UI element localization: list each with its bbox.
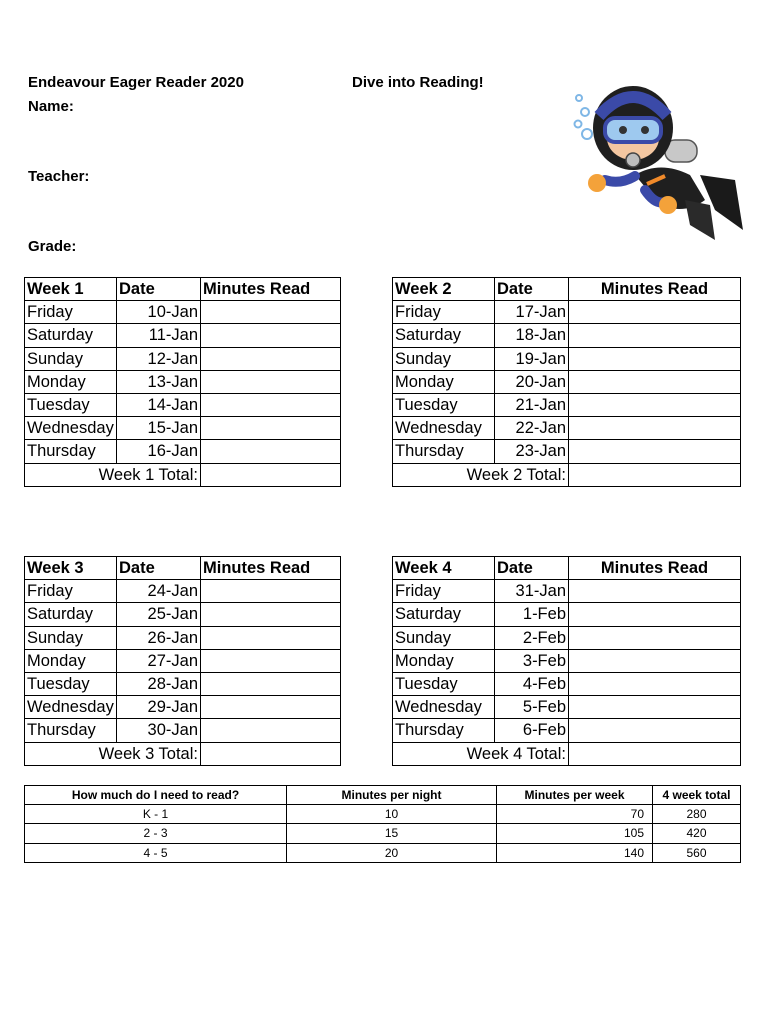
four-week-total: 560 — [653, 843, 741, 862]
minutes-read-cell[interactable] — [201, 626, 341, 649]
day-date: 29-Jan — [117, 696, 201, 719]
week-label: Week 1 — [25, 278, 117, 301]
day-row — [25, 301, 341, 324]
minutes-read-cell[interactable] — [201, 417, 341, 440]
minutes-read-cell[interactable] — [201, 393, 341, 416]
minutes-read-cell[interactable] — [201, 696, 341, 719]
minutes-read-cell[interactable] — [569, 440, 741, 463]
minutes-per-night: 10 — [287, 805, 497, 824]
minutes-read-cell[interactable] — [201, 440, 341, 463]
day-row — [393, 417, 741, 440]
day-name: Friday — [25, 301, 117, 324]
day-row — [25, 719, 341, 742]
day-date: 24-Jan — [117, 580, 201, 603]
day-name: Tuesday — [25, 672, 117, 695]
minutes-read-cell[interactable] — [201, 370, 341, 393]
minutes-read-cell[interactable] — [201, 324, 341, 347]
day-date: 25-Jan — [117, 603, 201, 626]
day-date: 21-Jan — [495, 393, 569, 416]
summary-header: 4 week total — [653, 786, 741, 805]
day-name: Thursday — [393, 719, 495, 742]
day-row — [393, 347, 741, 370]
summary-row — [25, 843, 741, 862]
day-row — [393, 626, 741, 649]
week-total-label: Week 1 Total: — [25, 463, 201, 486]
day-date: 12-Jan — [117, 347, 201, 370]
day-name: Tuesday — [25, 393, 117, 416]
week-header-row — [393, 278, 741, 301]
minutes-read-cell[interactable] — [201, 603, 341, 626]
day-name: Sunday — [25, 626, 117, 649]
week-header-row — [393, 557, 741, 580]
day-date: 1-Feb — [495, 603, 569, 626]
day-name: Wednesday — [393, 696, 495, 719]
week-label: Week 2 — [393, 278, 495, 301]
grade-label: Grade: — [28, 238, 77, 255]
day-name: Friday — [393, 301, 495, 324]
minutes-read-cell[interactable] — [569, 347, 741, 370]
day-row — [25, 603, 341, 626]
minutes-read-cell[interactable] — [569, 370, 741, 393]
day-date: 14-Jan — [117, 393, 201, 416]
minutes-read-cell[interactable] — [569, 301, 741, 324]
day-date: 28-Jan — [117, 672, 201, 695]
minutes-read-cell[interactable] — [201, 347, 341, 370]
minutes-read-cell[interactable] — [201, 649, 341, 672]
minutes-per-night: 15 — [287, 824, 497, 843]
day-date: 6-Feb — [495, 719, 569, 742]
day-date: 3-Feb — [495, 649, 569, 672]
day-name: Monday — [25, 370, 117, 393]
week-total-cell[interactable] — [569, 463, 741, 486]
week-total-row — [25, 742, 341, 765]
minutes-read-cell[interactable] — [201, 719, 341, 742]
grade-range: K - 1 — [25, 805, 287, 824]
minutes-header: Minutes Read — [569, 557, 741, 580]
week-label: Week 4 — [393, 557, 495, 580]
week-3-table — [24, 556, 341, 766]
day-row — [25, 626, 341, 649]
week-1-table — [24, 277, 341, 487]
minutes-header: Minutes Read — [201, 557, 341, 580]
minutes-header: Minutes Read — [201, 278, 341, 301]
day-date: 26-Jan — [117, 626, 201, 649]
day-name: Tuesday — [393, 672, 495, 695]
date-header: Date — [495, 278, 569, 301]
week-total-label: Week 2 Total: — [393, 463, 569, 486]
day-row — [25, 649, 341, 672]
day-name: Thursday — [393, 440, 495, 463]
summary-row — [25, 805, 741, 824]
day-name: Monday — [393, 649, 495, 672]
minutes-header: Minutes Read — [569, 278, 741, 301]
minutes-read-cell[interactable] — [569, 580, 741, 603]
week-total-cell[interactable] — [201, 742, 341, 765]
day-row — [393, 719, 741, 742]
day-row — [25, 440, 341, 463]
day-date: 18-Jan — [495, 324, 569, 347]
summary-header-row — [25, 786, 741, 805]
minutes-read-cell[interactable] — [569, 626, 741, 649]
day-row — [25, 393, 341, 416]
day-row — [393, 301, 741, 324]
summary-row — [25, 824, 741, 843]
week-4-table — [392, 556, 741, 766]
day-row — [393, 393, 741, 416]
day-date: 10-Jan — [117, 301, 201, 324]
week-total-label: Week 3 Total: — [25, 742, 201, 765]
day-name: Saturday — [25, 324, 117, 347]
minutes-read-cell[interactable] — [569, 603, 741, 626]
date-header: Date — [117, 557, 201, 580]
day-date: 20-Jan — [495, 370, 569, 393]
day-name: Wednesday — [25, 696, 117, 719]
minutes-per-week: 105 — [497, 824, 653, 843]
day-name: Sunday — [393, 347, 495, 370]
week-header-row — [25, 557, 341, 580]
day-row — [393, 649, 741, 672]
day-date: 2-Feb — [495, 626, 569, 649]
week-label: Week 3 — [25, 557, 117, 580]
reading-requirements-table — [24, 785, 741, 863]
day-row — [25, 580, 341, 603]
date-header: Date — [117, 278, 201, 301]
summary-header: How much do I need to read? — [25, 786, 287, 805]
day-date: 4-Feb — [495, 672, 569, 695]
day-date: 13-Jan — [117, 370, 201, 393]
minutes-per-night: 20 — [287, 843, 497, 862]
slogan: Dive into Reading! — [352, 74, 484, 91]
minutes-read-cell[interactable] — [569, 719, 741, 742]
four-week-total: 420 — [653, 824, 741, 843]
day-name: Saturday — [25, 603, 117, 626]
day-row — [25, 417, 341, 440]
date-header: Date — [495, 557, 569, 580]
day-row — [393, 696, 741, 719]
grade-range: 2 - 3 — [25, 824, 287, 843]
minutes-read-cell[interactable] — [201, 672, 341, 695]
minutes-read-cell[interactable] — [201, 580, 341, 603]
teacher-label: Teacher: — [28, 168, 90, 185]
day-row — [393, 370, 741, 393]
day-date: 17-Jan — [495, 301, 569, 324]
day-name: Thursday — [25, 440, 117, 463]
four-week-total: 280 — [653, 805, 741, 824]
day-name: Saturday — [393, 324, 495, 347]
minutes-read-cell[interactable] — [569, 649, 741, 672]
minutes-per-week: 140 — [497, 843, 653, 862]
minutes-read-cell[interactable] — [201, 301, 341, 324]
day-name: Wednesday — [25, 417, 117, 440]
day-date: 11-Jan — [117, 324, 201, 347]
day-row — [393, 603, 741, 626]
day-date: 15-Jan — [117, 417, 201, 440]
day-date: 22-Jan — [495, 417, 569, 440]
day-name: Monday — [393, 370, 495, 393]
day-name: Friday — [25, 580, 117, 603]
week-total-label: Week 4 Total: — [393, 742, 569, 765]
day-date: 23-Jan — [495, 440, 569, 463]
day-date: 27-Jan — [117, 649, 201, 672]
day-row — [25, 696, 341, 719]
day-row — [393, 324, 741, 347]
week-total-row — [393, 742, 741, 765]
week-2-table — [392, 277, 741, 487]
day-name: Sunday — [25, 347, 117, 370]
week-total-row — [25, 463, 341, 486]
day-name: Sunday — [393, 626, 495, 649]
day-date: 31-Jan — [495, 580, 569, 603]
summary-header: Minutes per night — [287, 786, 497, 805]
minutes-read-cell[interactable] — [569, 672, 741, 695]
day-name: Wednesday — [393, 417, 495, 440]
day-name: Tuesday — [393, 393, 495, 416]
minutes-read-cell[interactable] — [569, 393, 741, 416]
name-label: Name: — [28, 98, 74, 115]
scuba-diver-icon — [565, 80, 745, 240]
day-row — [393, 440, 741, 463]
minutes-read-cell[interactable] — [569, 324, 741, 347]
day-row — [25, 370, 341, 393]
week-total-cell[interactable] — [201, 463, 341, 486]
summary-header: Minutes per week — [497, 786, 653, 805]
day-date: 5-Feb — [495, 696, 569, 719]
day-row — [393, 580, 741, 603]
day-name: Thursday — [25, 719, 117, 742]
day-date: 19-Jan — [495, 347, 569, 370]
day-row — [25, 672, 341, 695]
day-date: 30-Jan — [117, 719, 201, 742]
day-row — [25, 324, 341, 347]
day-row — [393, 672, 741, 695]
day-name: Friday — [393, 580, 495, 603]
day-date: 16-Jan — [117, 440, 201, 463]
week-header-row — [25, 278, 341, 301]
day-row — [25, 347, 341, 370]
week-total-row — [393, 463, 741, 486]
minutes-read-cell[interactable] — [569, 417, 741, 440]
minutes-per-week: 70 — [497, 805, 653, 824]
day-name: Monday — [25, 649, 117, 672]
minutes-read-cell[interactable] — [569, 696, 741, 719]
page-title: Endeavour Eager Reader 2020 — [28, 74, 244, 91]
week-total-cell[interactable] — [569, 742, 741, 765]
grade-range: 4 - 5 — [25, 843, 287, 862]
day-name: Saturday — [393, 603, 495, 626]
